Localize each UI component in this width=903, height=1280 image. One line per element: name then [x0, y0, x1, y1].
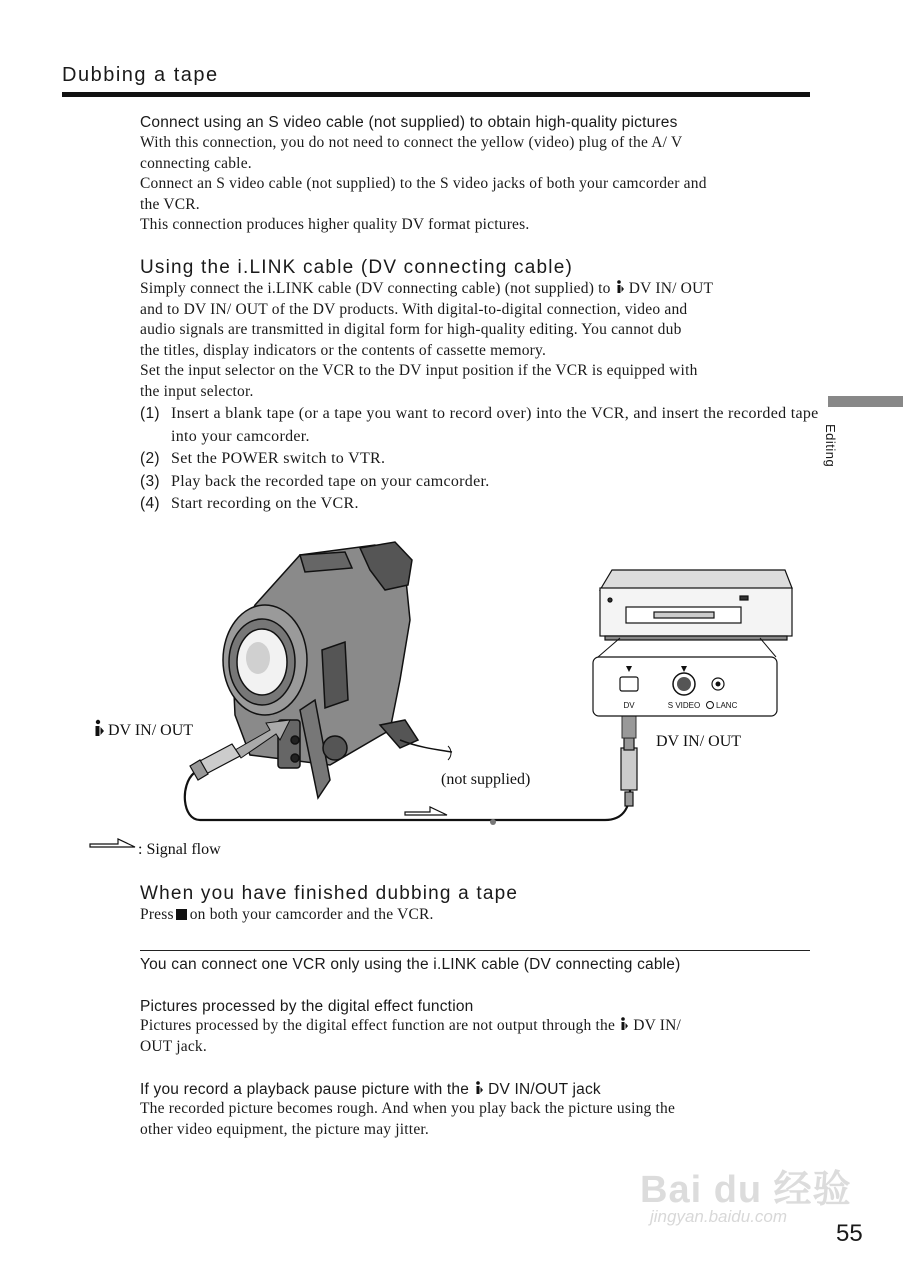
panel-callout-line: [598, 638, 620, 657]
stop-icon: [176, 909, 187, 920]
note3: [140, 1081, 820, 1140]
note2-heading: Pictures processed by the digital effect function: [140, 998, 474, 1015]
finished-heading: When you have finished dubbing a tape: [140, 883, 519, 904]
camcorder-illustration: [223, 542, 418, 798]
watermark-logo: Bai du 经验: [640, 1169, 852, 1211]
legend-text: : Signal flow: [138, 841, 221, 858]
ilink-body: [140, 279, 820, 402]
finished-text-pre: Press: [140, 906, 174, 923]
vcr-plug: [621, 738, 637, 806]
note2-line: [140, 1016, 820, 1037]
ilink-line: and to DV IN/ OUT of the DV products. With digital-to-digital connection, video and: [140, 300, 688, 318]
camcorder-jack-label: [96, 720, 194, 739]
legend-arrow-icon: [90, 839, 135, 847]
note2-line1-pre: Pictures processed by the digital effect function are not output through the: [140, 1017, 616, 1034]
svideo-line: With this connection, you do not need to connect the yellow (video) plug of the A/ V: [140, 134, 683, 151]
steps-list: [140, 403, 820, 516]
step-text: Insert a blank tape (or a tape you want to record over) into the VCR, and insert the recorded tape into your camcorder.: [171, 405, 819, 445]
step-text: Set the POWER switch to VTR.: [171, 450, 386, 467]
side-tab-bar: [828, 396, 903, 407]
ilink-icon-arrow: [101, 727, 105, 735]
step-text: Play back the recorded tape on your camcorder.: [171, 472, 490, 490]
connection-diagram: [0, 530, 903, 870]
page-title: Dubbing a tape: [62, 64, 219, 86]
side-tab-label: Editing: [823, 424, 838, 468]
step-number: (3): [140, 472, 160, 490]
ilink-section: [140, 257, 820, 516]
vcr-illustration: [600, 570, 792, 640]
panel-label-dv: DV: [623, 701, 635, 710]
camcorder-plug: [190, 744, 240, 780]
camcorder-jack-text: DV IN/ OUT: [108, 722, 194, 739]
ilink-line: audio signals are transmitted in digital form for high-quality editing. You cannot dub: [140, 321, 682, 338]
cable-note: (not supplied): [441, 771, 531, 788]
ilink-line: the input selector.: [140, 382, 254, 400]
svideo-line: connecting cable.: [140, 154, 252, 172]
note1-heading: You can connect one VCR only using the i.LINK cable (DV connecting cable): [140, 956, 681, 973]
ilink-icon: [96, 720, 100, 724]
note2-body: [140, 1016, 820, 1057]
panel-callout-line: [760, 638, 776, 657]
step-number: (1): [140, 405, 160, 422]
note2: [140, 998, 820, 1057]
ilink-line: Set the input selector on the VCR to the DV input position if the VCR is equipped with: [140, 362, 698, 379]
watermark-url: jingyan.baidu.com: [650, 1207, 788, 1226]
ilink-icon: [619, 1017, 629, 1031]
page-number: 55: [836, 1220, 863, 1247]
notes-divider: [140, 950, 810, 951]
panel-label-lanc: LANC: [716, 701, 738, 710]
ilink-icon: [615, 280, 625, 294]
svideo-line: This connection produces higher quality DV format pictures.: [140, 216, 530, 233]
svideo-section: [140, 114, 820, 236]
ilink-line: the titles, display indicators or the contents of cassette memory.: [140, 341, 547, 359]
svideo-jack-inner: [677, 677, 691, 691]
step-text: Start recording on the VCR.: [171, 495, 359, 512]
step-number: (2): [140, 450, 160, 467]
note2-line1-post: DV IN/: [633, 1017, 682, 1034]
ilink-icon-body: [96, 726, 100, 736]
svideo-line: the VCR.: [140, 195, 200, 213]
note3-heading-pre: If you record a playback pause picture with the: [140, 1081, 470, 1098]
step-number: (4): [140, 495, 160, 512]
note3-heading-post: DV IN/OUT jack: [488, 1081, 601, 1098]
step-item: [140, 448, 820, 471]
finished-section: [140, 883, 820, 926]
finished-body: [140, 905, 820, 926]
svideo-heading: Connect using an S video cable (not supplied) to obtain high-quality pictures: [140, 114, 678, 131]
step-item: [140, 493, 820, 516]
ilink-line1-pre: Simply connect the i.LINK cable (DV connecting cable) (not supplied) to: [140, 280, 611, 297]
note3-line: other video equipment, the picture may jitter.: [140, 1120, 429, 1138]
vcr-jack-label: DV IN/ OUT: [656, 733, 742, 750]
lanc-jack-inner: [716, 682, 721, 687]
note3-heading: [140, 1081, 820, 1099]
note3-line: The recorded picture becomes rough. And when you play back the picture using the: [140, 1100, 676, 1117]
finished-text-post: on both your camcorder and the VCR.: [189, 906, 434, 923]
signal-flow-arrow-icon: [405, 807, 447, 815]
step-item: [140, 403, 820, 448]
note2-line: OUT jack.: [140, 1037, 207, 1055]
svideo-body: [140, 133, 820, 236]
step-item: [140, 471, 820, 494]
cable-break-mark: [448, 746, 451, 760]
note3-body: [140, 1099, 820, 1140]
title-rule: [62, 92, 810, 97]
ilink-line: [140, 279, 820, 300]
ilink-line1-post: DV IN/ OUT: [628, 280, 714, 297]
svideo-line: Connect an S video cable (not supplied) to the S video jacks of both your camcorder and: [140, 175, 707, 192]
ilink-heading: Using the i.LINK cable (DV connecting cable): [140, 257, 573, 278]
dv-jack-icon: [620, 677, 638, 691]
panel-label-svideo: S VIDEO: [667, 701, 701, 710]
side-tab: [818, 424, 848, 484]
cable-clip: [490, 819, 496, 825]
ilink-icon: [474, 1081, 484, 1095]
